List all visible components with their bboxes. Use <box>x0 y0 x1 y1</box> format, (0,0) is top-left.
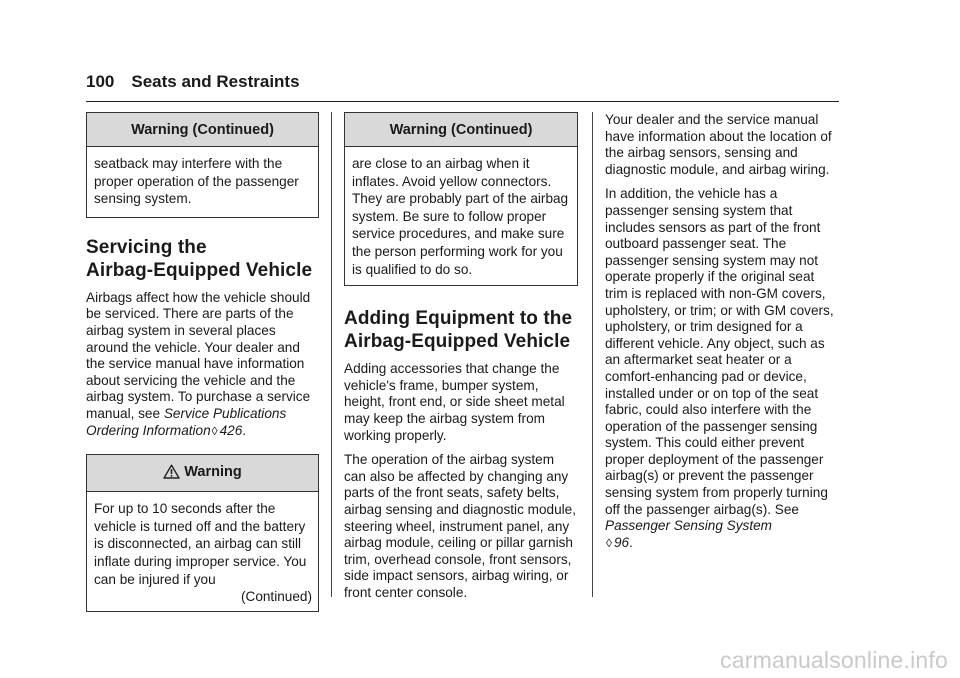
heading-line-1: Adding Equipment to the <box>344 308 573 330</box>
page-header <box>86 72 300 92</box>
xref-page[interactable]: 426 <box>219 422 243 438</box>
heading-line-2: Airbag-Equipped Vehicle <box>86 259 313 281</box>
adding-equipment-heading <box>344 307 578 353</box>
warning-continued-box <box>344 112 578 286</box>
servicing-heading <box>86 236 319 282</box>
column-divider-1 <box>331 112 332 597</box>
paragraph-text: Airbags affect how the vehicle should be serviced. There are parts of the airbag system in several places around the vehicle. Your dealer and the service manual have information about servicing the vehicle and the airbag system. To purchase a service manual, see <box>86 289 311 421</box>
heading-line-1: Servicing the <box>86 236 207 258</box>
column-1 <box>86 112 319 612</box>
accessories-paragraph: Adding accessories that change the vehicle's frame, bumper system, height, front end, or side sheet metal may keep the airbag system from working properly. <box>344 361 565 443</box>
warning-box-body: are close to an airbag when it inflates. Avoid yellow connectors. They are probably part of the airbag system. Be sure to follow proper service procedures, and make sure the person performing work for you is qualified to do so. <box>352 156 569 277</box>
paragraph-text: In addition, the vehicle has a passenger sensing system that includes sensors as part of the front outboard passenger seat. The passenger sensing system may not operate properly if the original seat trim is replaced with non-GM covers, upholstery, or trim; or with GM covers, upholstery, or trim designed for a different vehicle. Any object, such as an aftermarket seat heater or a comfort-enhancing pad or device, installed under or on top of the seat fabric, could also interfere with the operation of the passenger sensing system. This could either prevent proper deployment of the passenger airbag(s) or prevent the passenger sensing system from properly turning off the passenger airbag(s). See <box>605 186 834 517</box>
watermark: carmanualsonline.info <box>720 647 948 673</box>
section-title: Seats and Restraints <box>131 72 300 91</box>
sentence-end: . <box>242 422 247 438</box>
operation-paragraph: The operation of the airbag system can also be affected by changing any parts of the front seats, safety belts, airbag sensing and diagnostic module, steering wheel, instrument panel, any airbag module, ceiling or pillar garnish trim, overhead console, front sensors, side impact sensors, airbag wiring, or front center console. <box>344 452 577 600</box>
service-publications-link[interactable]: Service Publications Ordering Information <box>86 405 287 438</box>
continued-label: (Continued) <box>240 589 312 605</box>
xref-arrow-icon: ◊ <box>211 423 218 438</box>
warning-box-title: Warning (Continued) <box>345 113 577 147</box>
column-divider-2 <box>592 112 593 597</box>
warning-text: For up to 10 seconds after the vehicle is turned off and the battery is disconnected, an airbag can still inflate during improper service. You can be injured if you <box>94 501 307 587</box>
xref-page[interactable]: 96 <box>613 534 630 550</box>
dealer-info-paragraph: Your dealer and the service manual have information about the location of the airbag sensors, sensing and diagnostic module, and airbag wiring. <box>605 112 832 177</box>
warning-box-title: Warning (Continued) <box>87 113 318 147</box>
heading-line-2: Airbag-Equipped Vehicle <box>344 331 571 353</box>
warning-box-body <box>87 492 318 611</box>
passenger-sensing-link[interactable]: Passenger Sensing System <box>605 518 772 534</box>
warning-continued-box <box>86 112 319 218</box>
column-2 <box>344 112 578 609</box>
warning-box <box>86 454 319 612</box>
sentence-end: . <box>629 534 633 550</box>
header-rule <box>86 101 839 102</box>
page-number: 100 <box>86 72 115 91</box>
warning-box-title <box>87 455 318 492</box>
warning-title-text: Warning <box>184 464 242 481</box>
servicing-paragraph <box>86 290 319 439</box>
warning-triangle-icon <box>163 464 180 483</box>
passenger-sensing-paragraph <box>605 186 840 551</box>
xref-arrow-icon: ◊ <box>606 535 612 550</box>
column-3 <box>605 112 840 559</box>
warning-box-body: seatback may interfere with the proper operation of the passenger sensing system. <box>94 156 299 207</box>
